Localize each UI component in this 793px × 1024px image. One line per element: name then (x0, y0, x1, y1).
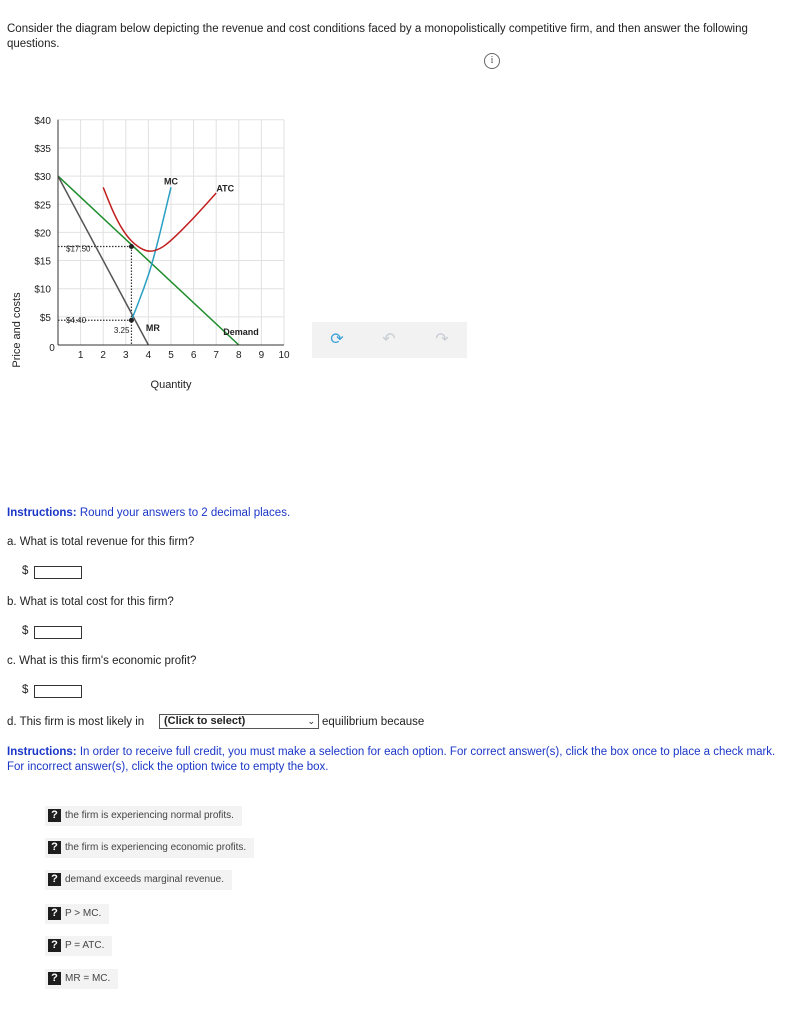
option-economic-profits[interactable] (45, 838, 254, 858)
option-p-greater-mc[interactable] (45, 904, 109, 924)
question-prompt: Consider the diagram below depicting the revenue and cost conditions faced by a monopolistically competitive firm, and then answer the following questions. (7, 23, 748, 50)
chart-grid (58, 120, 284, 345)
y-tick-label: $15 (34, 256, 51, 268)
x-tick-label: 6 (190, 350, 197, 361)
redo-icon[interactable]: ↷ (435, 331, 449, 348)
atc-label: ATC (216, 183, 235, 194)
x-tick-label: 4 (145, 350, 152, 361)
y-tick-label: $5 (39, 312, 51, 324)
option-p-equals-atc[interactable] (45, 936, 112, 956)
y-axis-label: Price and costs (11, 292, 23, 368)
economic-profit-input[interactable] (34, 685, 82, 698)
currency-symbol-b: $ (22, 625, 29, 637)
question-c: c. What is this firm's economic profit? (7, 655, 197, 667)
y-tick-label: $40 (34, 115, 51, 127)
option-demand-exceeds-mr[interactable] (45, 870, 232, 890)
option-text: P = ATC. (65, 940, 105, 951)
question-b: b. What is total cost for this firm? (7, 596, 174, 608)
graph-toolbar (312, 322, 467, 358)
x-tick-label: 5 (168, 350, 174, 361)
question-mark-icon: ? (48, 809, 61, 822)
equilibrium-select[interactable] (159, 714, 319, 729)
option-text: the firm is experiencing economic profits. (65, 842, 247, 853)
equilibrium-select-value: (Click to select) (164, 715, 246, 727)
question-mark-icon: ? (48, 841, 61, 854)
chevron-down-icon: ⌄ (307, 716, 315, 726)
question-mark-icon: ? (48, 873, 61, 886)
undo-icon[interactable]: ↶ (382, 331, 396, 348)
instructions-text: Round your answers to 2 decimal places. (76, 507, 291, 519)
info-icon[interactable]: i (484, 53, 500, 69)
total-cost-input[interactable] (34, 626, 82, 639)
option-mr-equals-mc[interactable] (45, 969, 118, 989)
chart-labels (34, 116, 290, 361)
x-tick-label: 8 (236, 350, 242, 361)
price-annotation: $17.50 (66, 244, 91, 254)
instructions2-text: In order to receive full credit, you must make a selection for each option. For correct answer(s), click the box once to place a check mark. For incorrect answer(s), click the option twice to empty the box. (7, 746, 776, 773)
x-tick-label: 10 (278, 350, 290, 361)
mc-point (129, 318, 134, 323)
question-d-prefix: d. This firm is most likely in (7, 716, 145, 728)
question-d-suffix: equilibrium because (322, 716, 425, 728)
total-revenue-input[interactable] (34, 566, 82, 579)
question-mark-icon: ? (48, 907, 61, 920)
currency-symbol-a: $ (22, 565, 29, 577)
x-tick-label: 2 (100, 350, 106, 361)
economics-chart (0, 100, 310, 400)
y-tick-label: $25 (34, 200, 51, 212)
x-tick-label: 9 (258, 350, 265, 361)
instructions2-label: Instructions: (7, 746, 77, 758)
x-tick-label: 7 (213, 350, 219, 361)
question-mark-icon: ? (48, 939, 61, 952)
x-axis-label: Quantity (150, 379, 192, 391)
x-tick-label: 1 (77, 350, 84, 361)
mc-annotation: $4.40 (66, 316, 87, 326)
y-tick-label: $30 (34, 172, 51, 184)
x-tick-label: 3 (123, 350, 129, 361)
option-text: P > MC. (65, 908, 102, 919)
instructions-rounding (7, 506, 290, 521)
option-text: demand exceeds marginal revenue. (65, 874, 224, 885)
question-mark-icon: ? (48, 972, 61, 985)
y-tick-label: $20 (34, 228, 51, 240)
instructions-label: Instructions: (7, 507, 77, 519)
instructions-selection (7, 745, 782, 775)
price-point (129, 244, 134, 249)
atc-curve (103, 187, 216, 251)
option-text: MR = MC. (65, 973, 111, 984)
origin-label: 0 (49, 343, 55, 354)
question-a: a. What is total revenue for this firm? (7, 536, 195, 548)
mc-curve (131, 187, 171, 320)
currency-symbol-c: $ (22, 684, 29, 696)
reset-icon[interactable]: ⟳ (330, 331, 344, 348)
quantity-annotation: 3.25 (113, 326, 130, 335)
y-tick-label: $10 (34, 284, 51, 296)
option-normal-profits[interactable] (45, 806, 242, 826)
y-tick-label: $35 (34, 143, 51, 155)
option-text: the firm is experiencing normal profits. (65, 810, 234, 821)
mr-label: MR (145, 323, 160, 333)
mc-label: MC (164, 176, 178, 187)
demand-label: Demand (223, 327, 259, 337)
